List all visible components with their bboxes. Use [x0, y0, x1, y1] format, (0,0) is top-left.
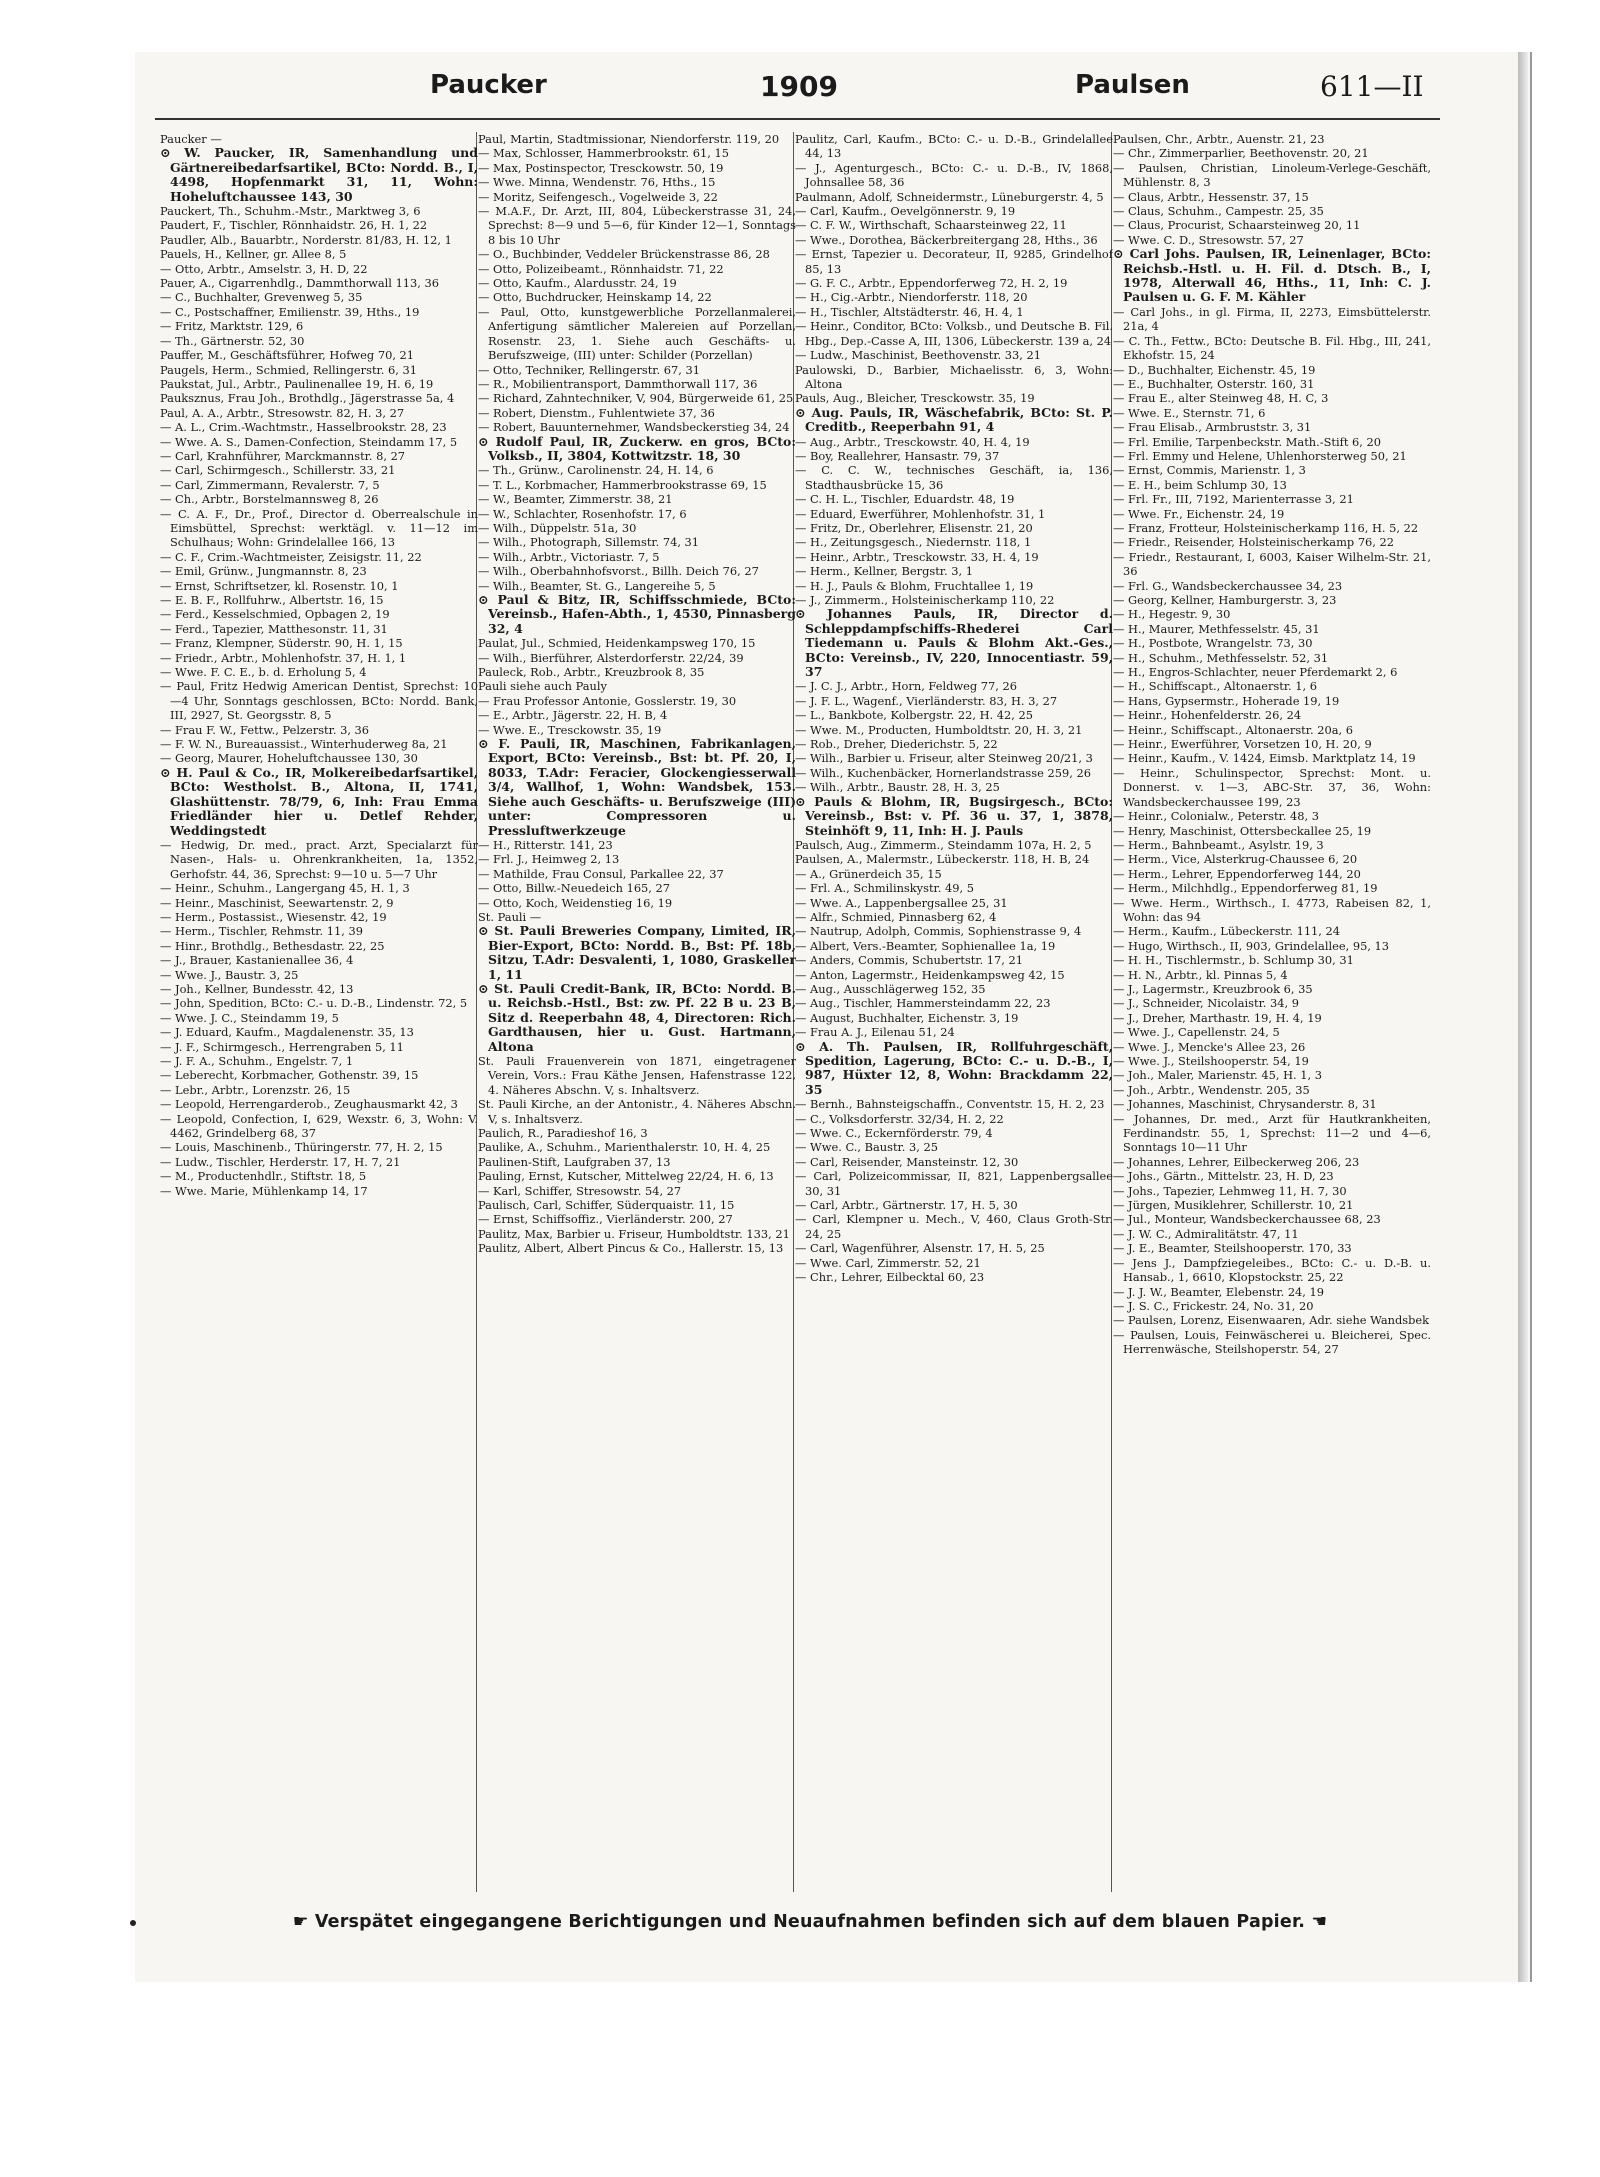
directory-entry: ⊙ H. Paul & Co., IR, Molkereibedarfsartikel, BCto: Westholst. B., Altona, II, 1741, Glashüttenstr. 78/79, 6, Inh: Frau Emma Friedländer hier u. Detlef Rehder, Weddingstedt: [160, 764, 478, 838]
directory-entry: — J. W. C., Admiralitätstr. 47, 11: [1113, 1226, 1299, 1241]
directory-entry: — Carl, Krahnführer, Marckmannstr. 8, 27: [160, 448, 406, 463]
directory-entry: — H., Hegestr. 9, 30: [1113, 607, 1231, 622]
directory-entry: — C. F. W., Wirthschaft, Schaarsteinweg 22, 11: [795, 218, 1067, 233]
directory-entry: — Hedwig, Dr. med., pract. Arzt, Specialarzt für Nasen-, Hals- u. Ohrenkrankheiten, 1a, 1352, Gerhofstr. 44, 36, Sprechst: 9—10 u. 5—7 Uhr: [160, 837, 478, 881]
directory-entry: — Frau Professor Antonie, Gosslerstr. 19, 30: [478, 693, 737, 708]
directory-entry: — Carl, Kaufm., Oevelgönnerstr. 9, 19: [795, 204, 1016, 219]
directory-entry: — Alfr., Schmied, Pinnasberg 62, 4: [795, 909, 997, 924]
directory-entry: ⊙ Pauls & Blohm, IR, Bugsirgesch., BCto: Vereinsb., Bst: v. Pf. 36 u. 37, 1, 3878, Steinhöft 9, 11, Inh: H. J. Pauls: [795, 793, 1113, 838]
directory-entry: — Max, Postinspector, Tresckowstr. 50, 19: [478, 160, 724, 175]
directory-entry: — Georg, Kellner, Hamburgerstr. 3, 23: [1113, 593, 1337, 607]
directory-entry: Paugels, Herm., Schmied, Rellingerstr. 6, 31: [160, 362, 417, 377]
directory-entry: — M., Productenhdlr., Stiftstr. 18, 5: [160, 1169, 367, 1184]
directory-column-4: [1113, 132, 1431, 1892]
directory-entry: — L., Bankbote, Kolbergstr. 22, H. 42, 25: [795, 708, 1034, 723]
directory-entry: — Heinr., Schulinspector, Sprechst: Mont. u. Donnerst. v. 1—3, ABC-Str. 37, 36, Wohn: Wandsbeckerchaussee 199, 23: [1113, 765, 1431, 809]
directory-entry: — Max, Schlosser, Hammerbrookstr. 61, 15: [478, 146, 729, 161]
directory-entry: — Wwe. J., Steilshooperstr. 54, 19: [1113, 1054, 1309, 1068]
directory-entry: — Heinr., Schiffscapt., Altonaerstr. 20a, 6: [1113, 722, 1353, 737]
directory-entry: — Heinr., Ewerführer, Vorsetzen 10, H. 20, 9: [1113, 737, 1372, 752]
directory-entry: Paulsch, Aug., Zimmerm., Steindamm 107a, H. 2, 5: [795, 837, 1092, 852]
directory-entry: ⊙ Carl Johs. Paulsen, IR, Leinenlager, BCto: Reichsb.-Hstl. u. H. Fil. d. Dtsch. B., I, 1978, Alterwall 46, Hths., 11, Inh: C. J. Paulsen u. G. F. M. Kähler: [1113, 246, 1431, 305]
directory-entry: St. Pauli Kirche, an der Antonistr., 4. Näheres Abschn. V, s. Inhaltsverz.: [478, 1097, 796, 1126]
header-rule: [155, 118, 1440, 120]
directory-entry: — Ludw., Tischler, Herderstr. 17, H. 7, 21: [160, 1154, 401, 1169]
directory-entry: Paulat, Jul., Schmied, Heidenkampsweg 170, 15: [478, 636, 756, 651]
directory-entry: — Heinr., Conditor, BCto: Volksb., und Deutsche B. Fil. Hbg., Dep.-Casse A, III, 1306, Lübeckerstr. 139 a, 24: [795, 319, 1113, 348]
directory-entry: — Paulsen, Lorenz, Eisenwaaren, Adr. siehe Wandsbek: [1113, 1313, 1430, 1328]
directory-entry: — Wwe. C., Eckernförderstr. 79, 4: [795, 1126, 993, 1141]
directory-entry: Pauels, H., Kellner, gr. Allee 8, 5: [160, 247, 347, 262]
header-right-keyword: Paulsen: [1075, 70, 1190, 100]
directory-entry: — Joh., Kellner, Bundesstr. 42, 13: [160, 981, 354, 996]
directory-entry: — Heinr., Colonialw., Peterstr. 48, 3: [1113, 809, 1319, 824]
directory-entry: — Fritz, Marktstr. 129, 6: [160, 319, 304, 334]
directory-entry: — H., Tischler, Altstädterstr. 46, H. 4, 1: [795, 304, 1024, 319]
directory-entry: Paudler, Alb., Bauarbtr., Norderstr. 81/83, H. 12, 1: [160, 232, 452, 247]
directory-entry: St. Pauli Frauenverein von 1871, eingetragener Verein, Vors.: Frau Käthe Jensen, Hafenstrasse 122, 4. Näheres Abschn. V, s. Inhaltsverz.: [478, 1054, 796, 1097]
directory-entry: ⊙ Johannes Pauls, IR, Director d. Schleppdampfschiffs-Rhederei Carl Tiedemann u. Pauls & Blohm Akt.-Ges., BCto: Vereinsb., IV, 220, Innocentiastr. 59, 37: [795, 606, 1113, 680]
directory-entry: — Wilh., Barbier u. Friseur, alter Steinweg 20/21, 3: [795, 751, 1093, 766]
directory-entry: — Ch., Arbtr., Borstelmannsweg 8, 26: [160, 492, 379, 507]
directory-entry: — Fritz, Dr., Oberlehrer, Elisenstr. 21, 20: [795, 520, 1033, 535]
page-number: 611—II: [1320, 70, 1424, 103]
directory-entry: — H., Schuhm., Methfesselstr. 52, 31: [1113, 650, 1329, 665]
directory-entry: — T. L., Korbmacher, Hammerbrookstrasse 69, 15: [478, 477, 767, 492]
directory-entry: — H., Ritterstr. 141, 23: [478, 837, 613, 852]
directory-entry: Pauling, Ernst, Kutscher, Mittelweg 22/24, H. 6, 13: [478, 1169, 774, 1184]
directory-entry: — C. A. F., Dr., Prof., Director d. Oberrealschule in Eimsbüttel, Sprechst: werktägl. v. 11—12 im Schulhaus; Wohn: Grindelallee 166, 13: [160, 506, 478, 550]
directory-entry: — Rob., Dreher, Diederichstr. 5, 22: [795, 737, 998, 752]
directory-entry: — D., Buchhalter, Eichenstr. 45, 19: [1113, 362, 1316, 377]
directory-entry: — C. F., Crim.-Wachtmeister, Zeisigstr. 11, 22: [160, 549, 422, 564]
directory-entry: — Aug., Arbtr., Tresckowstr. 40, H. 4, 19: [795, 434, 1030, 449]
directory-entry: — August, Buchhalter, Eichenstr. 3, 19: [795, 1010, 1019, 1025]
directory-entry: ⊙ Rudolf Paul, IR, Zuckerw. en gros, BCto: Volksb., II, 3804, Kottwitzstr. 18, 30: [478, 433, 796, 463]
directory-entry: — Wwe. A. S., Damen-Confection, Steindamm 17, 5: [160, 434, 458, 449]
directory-entry: Paul, A. A., Arbtr., Stresowstr. 82, H. 3, 27: [160, 405, 405, 420]
directory-entry: ⊙ St. Pauli Breweries Company, Limited, IR, Bier-Export, BCto: Nordd. B., Bst: Pf. 18b, Sitzu, T.Adr: Desvalenti, 1, 1080, Graskeller 1, 11: [478, 923, 796, 982]
directory-entry: Paulitz, Albert, Albert Pincus & Co., Hallerstr. 15, 13: [478, 1241, 784, 1256]
directory-entry: Paulisch, Carl, Schiffer, Süderquaistr. 11, 15: [478, 1198, 735, 1213]
directory-entry: — Carl, Klempner u. Mech., V, 460, Claus Groth-Str. 24, 25: [795, 1212, 1113, 1241]
directory-entry: ⊙ Aug. Pauls, IR, Wäschefabrik, BCto: St. P. Creditb., Reeperbahn 91, 4: [795, 404, 1113, 435]
directory-entry: Paulich, R., Paradieshof 16, 3: [478, 1126, 648, 1141]
directory-entry: — M.A.F., Dr. Arzt, III, 804, Lübeckerstrasse 31, 24, Sprechst: 8—9 und 5—6, für Kinder 12—1, Sonntags 8 bis 10 Uhr: [478, 204, 796, 247]
directory-entry: — Joh., Maler, Marienstr. 45, H. 1, 3: [1113, 1068, 1323, 1083]
directory-entry: — J. E., Beamter, Steilshooperstr. 170, 33: [1113, 1241, 1352, 1256]
directory-entry: — Wwe. C., Baustr. 3, 25: [795, 1140, 938, 1155]
directory-entry: — Wilh., Bierführer, Alsterdorferstr. 22/24, 39: [478, 650, 744, 665]
directory-entry: — Wwe. J., Mencke's Allee 23, 26: [1113, 1039, 1306, 1054]
directory-entry: — Wwe. Herm., Wirthsch., I. 4773, Rabeisen 82, 1, Wohn: das 94: [1113, 895, 1431, 924]
directory-entry: — Ernst, Schriftsetzer, kl. Rosenstr. 10, 1: [160, 578, 399, 593]
directory-entry: — Otto, Kaufm., Alardusstr. 24, 19: [478, 276, 677, 291]
directory-entry: — Th., Gärtnerstr. 52, 30: [160, 333, 305, 348]
directory-entry: — C., Volksdorferstr. 32/34, H. 2, 22: [795, 1111, 1004, 1126]
directory-entry: Pauls, Aug., Bleicher, Tresckowstr. 35, 19: [795, 391, 1035, 406]
directory-entry: — W., Beamter, Zimmerstr. 38, 21: [478, 492, 673, 507]
directory-entry: — J. S. C., Frickestr. 24, No. 31, 20: [1113, 1298, 1314, 1313]
directory-entry: — Ludw., Maschinist, Beethovenstr. 33, 21: [795, 348, 1041, 363]
directory-entry: — Hans, Gypsermstr., Hoheradе 19, 19: [1113, 693, 1340, 708]
directory-entry: Paulitz, Carl, Kaufm., BCto: C.- u. D.-B., Grindelallee 44, 13: [795, 132, 1113, 161]
directory-entry: Paul, Martin, Stadtmissionar, Niendorferstr. 119, 20: [478, 132, 780, 146]
directory-entry: — H., Schiffscapt., Altonaerstr. 1, 6: [1113, 679, 1318, 694]
directory-entry: — W., Schlachter, Rosenhofstr. 17, 6: [478, 506, 687, 521]
directory-entry: — Wwe. Marie, Mühlenkamp 14, 17: [160, 1183, 368, 1198]
directory-entry: — J. Eduard, Kaufm., Magdalenenstr. 35, 13: [160, 1025, 414, 1040]
directory-entry: — Frau Elisab., Armbruststr. 3, 31: [1113, 420, 1312, 435]
directory-entry: — Wwe. E., Sternstr. 71, 6: [1113, 405, 1266, 420]
directory-entry: — Ferd., Tapezier, Matthesonstr. 11, 31: [160, 621, 388, 636]
directory-entry: — E., Buchhalter, Osterstr. 160, 31: [1113, 376, 1315, 391]
directory-entry: — Moritz, Seifengesch., Vogelweide 3, 22: [478, 189, 718, 204]
directory-entry: — Herm., Kellner, Bergstr. 3, 1: [795, 564, 973, 579]
directory-entry: — Wwe. C. D., Stresowstr. 57, 27: [1113, 232, 1304, 247]
directory-entry: — Louis, Maschinenb., Thüringerstr. 77, H. 2, 15: [160, 1140, 443, 1155]
directory-entry: — Carl, Reisender, Mansteinstr. 12, 30: [795, 1154, 1019, 1169]
directory-entry: — H. J., Pauls & Blohm, Fruchtallee 1, 19: [795, 578, 1034, 593]
directory-entry: — Heinr., Schuhm., Langergang 45, H. 1, 3: [160, 881, 410, 896]
directory-entry: — H. H., Tischlermstr., b. Schlump 30, 31: [1113, 953, 1354, 968]
directory-entry: — Johannes, Maschinist, Chrysanderstr. 8, 31: [1113, 1097, 1377, 1112]
directory-entry: — Herm., Bahnbeamt., Asylstr. 19, 3: [1113, 837, 1324, 852]
directory-entry: — Leopold, Herrengarderob., Zeughausmarkt 42, 3: [160, 1097, 458, 1112]
directory-entry: — Chr., Lehrer, Eilbecktal 60, 23: [795, 1270, 985, 1285]
header-left-keyword: Paucker: [430, 70, 547, 100]
directory-entry: — Georg, Maurer, Hoheluftchaussee 130, 30: [160, 751, 418, 766]
directory-entry: Paulmann, Adolf, Schneidermstr., Lüneburgerstr. 4, 5: [795, 189, 1104, 204]
directory-entry: — Wilh., Kuchenbäcker, Hornerlandstrasse 259, 26: [795, 765, 1091, 780]
directory-entry: — A., Grünerdeich 35, 15: [795, 866, 942, 881]
directory-entry: — Wilh., Beamter, St. G., Langereihe 5, 5: [478, 578, 716, 593]
directory-entry: — Paulsen, Christian, Linoleum-Verlege-Geschäft, Mühlenstr. 8, 3: [1113, 160, 1431, 190]
directory-entry: — Wwe. Minna, Wendenstr. 76, Hths., 15: [478, 175, 716, 190]
directory-entry: Paucker —: [160, 132, 222, 146]
directory-entry: Paulowski, D., Barbier, Michaelisstr. 6, 3, Wohn: Altona: [795, 362, 1113, 391]
directory-entry: — Wwe. J., Baustr. 3, 25: [160, 967, 299, 982]
directory-entry: — J., Zimmerm., Holsteinischerkamp 110, 22: [795, 593, 1055, 607]
directory-entry: Pauksznus, Frau Joh., Brothdlg., Jägerstrasse 5a, 4: [160, 391, 455, 406]
directory-entry: — C. H. L., Tischler, Eduardstr. 48, 19: [795, 492, 1015, 507]
directory-entry: — Henry, Maschinist, Ottersbeckallee 25, 19: [1113, 823, 1372, 838]
directory-entry: — Carl Johs., in gl. Firma, II, 2273, Eimsbüttelerstr. 21a, 4: [1113, 304, 1431, 334]
directory-entry: — Otto, Techniker, Rellingerstr. 67, 31: [478, 362, 700, 377]
directory-entry: — J., Dreher, Marthastr. 19, H. 4, 19: [1113, 1010, 1322, 1025]
directory-entry: — Heinr., Hohenfelderstr. 26, 24: [1113, 708, 1302, 723]
directory-entry: — H., Engros-Schlachter, neuer Pferdemarkt 2, 6: [1113, 665, 1398, 680]
directory-entry: — Wilh., Arbtr., Victoriastr. 7, 5: [478, 549, 660, 564]
directory-entry: — Wilh., Düppelstr. 51a, 30: [478, 520, 637, 535]
directory-entry: — Carl, Polizeicommissar, II, 821, Lappenbergsallee 30, 31: [795, 1169, 1113, 1198]
directory-entry: — Heinr., Maschinist, Seewartenstr. 2, 9: [160, 895, 394, 910]
directory-entry: — Robert, Bauunternehmer, Wandsbeckerstieg 34, 24: [478, 420, 790, 435]
directory-entry: — Emil, Grünw., Jungmannstr. 8, 23: [160, 564, 367, 579]
directory-entry: — Carl, Wagenführer, Alsenstr. 17, H. 5, 25: [795, 1241, 1045, 1256]
directory-entry: — Leopold, Confection, I, 629, Wexstr. 6, 3, Wohn: V. 4462, Grindelberg 68, 37: [160, 1111, 478, 1141]
directory-entry: — J. F. A., Schuhm., Engelstr. 7, 1: [160, 1054, 354, 1068]
directory-entry: — C. Th., Fettw., BCto: Deutsche B. Fil. Hbg., III, 241, Ekhofstr. 15, 24: [1113, 333, 1431, 363]
directory-entry: — Aug., Ausschlägerweg 152, 35: [795, 981, 986, 996]
directory-column-1: [160, 132, 478, 1892]
directory-entry: — J. J. W., Beamter, Elebenstr. 24, 19: [1113, 1284, 1325, 1299]
directory-entry: — Paul, Fritz Hedwig American Dentist, Sprechst: 10—4 Uhr, Sonntags geschlossen, BCto: Nordd. Bank, III, 2927, St. Georgsstr. 8, 5: [160, 679, 478, 723]
directory-entry: — C., Postschaffner, Emilienstr. 39, Hths., 19: [160, 304, 420, 319]
directory-entry: — H., Zeitungsgesch., Niedernstr. 118, 1: [795, 535, 1032, 550]
directory-entry: — Anders, Commis, Schubertstr. 17, 21: [795, 953, 1024, 968]
directory-entry: — Ernst, Schiffsoffiz., Vierländerstr. 200, 27: [478, 1212, 733, 1227]
directory-entry: — Eduard, Ewerführer, Mohlenhofstr. 31, 1: [795, 506, 1046, 521]
directory-entry: — Jul., Monteur, Wandsbeckerchaussee 68, 23: [1113, 1212, 1381, 1227]
directory-entry: — E. B. F., Rollfuhrw., Albertstr. 16, 15: [160, 593, 384, 607]
directory-entry: — H. N., Arbtr., kl. Pinnas 5, 4: [1113, 967, 1288, 982]
directory-entry: — Wwe. Carl, Zimmerstr. 52, 21: [795, 1255, 981, 1270]
directory-entry: — Herm., Lehrer, Eppendorferweg 144, 20: [1113, 866, 1361, 881]
directory-entry: — John, Spedition, BCto: C.- u. D.-B., Lindenstr. 72, 5: [160, 996, 468, 1011]
directory-entry: — Claus, Arbtr., Hessenstr. 37, 15: [1113, 189, 1309, 204]
directory-entry: — H., Postbote, Wrangelstr. 73, 30: [1113, 636, 1313, 651]
directory-entry: — Robert, Dienstm., Fuhlentwiete 37, 36: [478, 405, 715, 420]
directory-entry: Paudert, F., Tischler, Rönnhaidstr. 26, H. 1, 22: [160, 218, 428, 233]
directory-entry: — H., Cig.-Arbtr., Niendorferstr. 118, 20: [795, 290, 1028, 305]
directory-entry: — Friedr., Arbtr., Mohlenhofstr. 37, H. 1, 1: [160, 650, 407, 665]
directory-entry: — J., Agenturgesch., BCto: C.- u. D.-B., IV, 1868, Johnsallee 58, 36: [795, 160, 1113, 190]
directory-entry: — J., Brauer, Kastanienallee 36, 4: [160, 953, 354, 968]
directory-entry: — Nautrup, Adolph, Commis, Sophienstrasse 9, 4: [795, 924, 1082, 939]
directory-entry: ⊙ A. Th. Paulsen, IR, Rollfuhrgeschäft, Spedition, Lagerung, BCto: C.- u. D.-B., I, 987, Hüxter 12, 8, Wohn: Brackdamm 22, 35: [795, 1038, 1113, 1097]
directory-entry: — Herm., Vice, Alsterkrug-Chaussee 6, 20: [1113, 852, 1358, 867]
directory-entry: — J. C. J., Arbtr., Horn, Feldweg 77, 26: [795, 679, 1018, 694]
directory-entry: — Leberecht, Korbmacher, Gothenstr. 39, 15: [160, 1068, 419, 1083]
directory-entry: Paulsen, A., Malermstr., Lübeckerstr. 118, H. B, 24: [795, 852, 1090, 867]
directory-entry: ⊙ W. Paucker, IR, Samenhandlung und Gärtnereibedarfsartikel, BCto: Nordd. B., I, 4498, Hopfenmarkt 31, 11, Wohn: Hoheluftchaussee 143, 30: [160, 145, 478, 204]
directory-entry: — Franz, Frotteur, Holsteinischerkamp 116, H. 5, 22: [1113, 520, 1419, 535]
directory-entry: — Bernh., Bahnsteigschaffn., Conventstr. 15, H. 2, 23: [795, 1097, 1105, 1112]
directory-entry: — Johannes, Lehrer, Eilbeckerweg 206, 23: [1113, 1154, 1360, 1169]
directory-entry: — Frl. A., Schmilinskystr. 49, 5: [795, 881, 974, 896]
directory-entry: — Heinr., Kaufm., V. 1424, Eimsb. Marktplatz 14, 19: [1113, 751, 1416, 766]
directory-entry: Paulinen-Stift, Laufgraben 37, 13: [478, 1154, 671, 1169]
directory-entry: — C., Buchhalter, Grevenweg 5, 35: [160, 290, 363, 305]
directory-entry: — Aug., Tischler, Hammersteindamm 22, 23: [795, 996, 1051, 1011]
directory-entry: — Wwe. Fr., Eichenstr. 24, 19: [1113, 506, 1285, 521]
running-header: [0, 70, 1600, 110]
directory-entry: — Claus, Schuhm., Campestr. 25, 35: [1113, 204, 1324, 219]
directory-entry: — R., Mobilientransport, Dammthorwall 117, 36: [478, 376, 758, 391]
directory-entry: — Johs., Gärtn., Mittelstr. 23, H. D, 23: [1113, 1169, 1334, 1184]
directory-entry: — Ernst, Commis, Marienstr. 1, 3: [1113, 463, 1306, 478]
directory-entry: — Otto, Arbtr., Amselstr. 3, H. D, 22: [160, 261, 368, 276]
directory-entry: Paukstat, Jul., Arbtr., Paulinenallee 19, H. 6, 19: [160, 376, 434, 391]
directory-entry: Paulike, A., Schuhm., Marienthalerstr. 10, H. 4, 25: [478, 1140, 771, 1155]
directory-entry: ⊙ Paul & Bitz, IR, Schiffsschmiede, BCto: Vereinsb., Hafen-Abth., 1, 4530, Pinnasberg 32, 4: [478, 592, 796, 636]
directory-entry: — Wwe. E., Tresckowstr. 35, 19: [478, 722, 662, 737]
directory-column-2: [478, 132, 796, 1892]
directory-entry: — Carl, Schirmgesch., Schillerstr. 33, 21: [160, 463, 396, 478]
directory-entry: Pauer, A., Cigarrenhdlg., Dammthorwall 113, 36: [160, 276, 440, 291]
directory-entry: — Friedr., Reisender, Holsteinischerkamp 76, 22: [1113, 535, 1395, 550]
directory-entry: — Otto, Koch, Weidenstieg 16, 19: [478, 895, 673, 910]
directory-entry: — Karl, Schiffer, Stresowstr. 54, 27: [478, 1183, 682, 1198]
directory-entry: — Heinr., Arbtr., Tresckowstr. 33, H. 4, 19: [795, 549, 1039, 564]
directory-entry: — F. W. N., Bureauassist., Winterhuderweg 8a, 21: [160, 737, 448, 752]
header-year: 1909: [760, 70, 838, 103]
directory-entry: — Claus, Procurist, Schaarsteinweg 20, 11: [1113, 218, 1361, 233]
directory-entry: — Jürgen, Musiklehrer, Schillerstr. 10, 21: [1113, 1198, 1354, 1213]
directory-entry: — J., Schneider, Nicolaistr. 34, 9: [1113, 996, 1300, 1011]
directory-entry: — Wwe. F. C. E., b. d. Erholung 5, 4: [160, 665, 367, 680]
footer-notice: ☛ Verspätet eingegangene Berichtigungen und Neuaufnahmen befinden sich auf dem blauen Papier. ☚: [292, 1912, 1328, 1932]
directory-entry: — Joh., Arbtr., Wendenstr. 205, 35: [1113, 1082, 1310, 1097]
directory-entry: Pauleck, Rob., Arbtr., Kreuzbrook 8, 35: [478, 665, 705, 680]
directory-entry: — Lebr., Arbtr., Lorenzstr. 26, 15: [160, 1082, 351, 1097]
page-edge: [1518, 52, 1528, 1982]
directory-entry: — Ferd., Kesselschmied, Opbagen 2, 19: [160, 607, 390, 622]
directory-entry: — Wwe. M., Producten, Humboldtstr. 20, H. 3, 21: [795, 722, 1083, 737]
directory-entry: — J. F. L., Wagenf., Vierländerstr. 83, H. 3, 27: [795, 693, 1058, 708]
directory-entry: — Wwe. J. C., Steindamm 19, 5: [160, 1010, 339, 1025]
directory-entry: — A. L., Crim.-Wachtmstr., Hasselbrookstr. 28, 23: [160, 420, 447, 435]
directory-entry: Pauffer, M., Geschäftsführer, Hofweg 70, 21: [160, 348, 415, 363]
directory-entry: — Wilh., Arbtr., Baustr. 28, H. 3, 25: [795, 780, 1000, 795]
directory-entry: — Friedr., Restaurant, I, 6003, Kaiser Wilhelm-Str. 21, 36: [1113, 549, 1431, 579]
directory-entry: — Franz, Klempner, Süderstr. 90, H. 1, 15: [160, 636, 403, 651]
directory-entry: — Wwe., Dorothea, Bäckerbreitergang 28, Hths., 36: [795, 232, 1098, 247]
directory-entry: — Otto, Buchdrucker, Heinskamp 14, 22: [478, 290, 712, 305]
directory-entry: Paulitz, Max, Barbier u. Friseur, Humboldtstr. 133, 21: [478, 1226, 790, 1241]
directory-column-3: [795, 132, 1113, 1892]
directory-entry: ⊙ St. Pauli Credit-Bank, IR, BCto: Nordd. B. u. Reichsb.-Hstl., Bst: zw. Pf. 22 B u. 23 B, Sitz d. Reeperbahn 48, 4, Directoren: Rich. Gardthausen, hier u. Gust. Hartmann, Altona: [478, 980, 796, 1054]
directory-entry: — Paulsen, Louis, Feinwäscherei u. Bleicherei, Spec. Herrenwäsche, Steilshoperstr. 54, 27: [1113, 1327, 1431, 1357]
directory-entry: — Hugo, Wirthsch., II, 903, Grindelallee, 95, 13: [1113, 938, 1390, 953]
directory-entry: — Carl, Zimmermann, Revalerstr. 7, 5: [160, 477, 380, 492]
directory-entry: — Frau F. W., Fettw., Pelzerstr. 3, 36: [160, 722, 370, 737]
directory-entry: — Ernst, Tapezier u. Decorateur, II, 9285, Grindelhof 85, 13: [795, 247, 1113, 276]
directory-entry: — Otto, Billw.-Neuedeich 165, 27: [478, 881, 671, 896]
directory-entry: — H., Maurer, Methfesselstr. 45, 31: [1113, 621, 1320, 636]
directory-entry: — Carl, Arbtr., Gärtnerstr. 17, H. 5, 30: [795, 1198, 1018, 1213]
directory-entry: — E., Arbtr., Jägerstr. 22, H. B, 4: [478, 708, 668, 723]
directory-entry: — Frl. Emmy und Helene, Uhlenhorsterweg 50, 21: [1113, 448, 1407, 463]
directory-entry: — Th., Grünw., Carolinenstr. 24, H. 14, 6: [478, 463, 714, 478]
directory-entry: — Frau A. J., Eilenau 51, 24: [795, 1025, 955, 1040]
directory-entry: — Jens J., Dampfziegeleibes., BCto: C.- u. D.-B. u. Hansab., 1, 6610, Klopstockstr. 25, 22: [1113, 1255, 1431, 1285]
directory-entry: — Albert, Vers.-Beamter, Sophienallee 1a, 19: [795, 938, 1056, 953]
directory-entry: — Frl. J., Heimweg 2, 13: [478, 852, 620, 867]
directory-entry: — E. H., beim Schlump 30, 13: [1113, 477, 1287, 492]
directory-entry: — Frau E., alter Steinweg 48, H. C, 3: [1113, 391, 1329, 406]
directory-entry: — Johannes, Dr. med., Arzt für Hautkrankheiten, Ferdinandstr. 55, 1, Sprechst: 11—2 und 4—6, Sonntags 10—11 Uhr: [1113, 1111, 1431, 1155]
directory-entry: Paulsen, Chr., Arbtr., Auenstr. 21, 23: [1113, 132, 1325, 146]
directory-entry: — Herm., Postassist., Wiesenstr. 42, 19: [160, 909, 387, 924]
directory-entry: — Johs., Tapezier, Lehmweg 11, H. 7, 30: [1113, 1183, 1347, 1198]
directory-entry: — Herm., Tischler, Rehmstr. 11, 39: [160, 924, 363, 939]
directory-entry: — Chr., Zimmerparlier, Beethovenstr. 20, 21: [1113, 146, 1369, 161]
directory-entry: — Frl. Fr., III, 7192, Marienterrasse 3, 21: [1113, 492, 1354, 507]
directory-entry: — Wilh., Oberbahnhofsvorst., Billh. Deich 76, 27: [478, 564, 759, 579]
directory-entry: — Herm., Kaufm., Lübeckerstr. 111, 24: [1113, 924, 1341, 939]
directory-entry: — O., Buchbinder, Veddeler Brückenstrasse 86, 28: [478, 247, 770, 262]
directory-entry: — Frl. G., Wandsbeckerchaussee 34, 23: [1113, 578, 1343, 593]
directory-entry: St. Pauli —: [478, 909, 542, 924]
directory-entry: — Mathilde, Frau Consul, Parkallee 22, 37: [478, 866, 724, 881]
directory-entry: — Anton, Lagermstr., Heidenkampsweg 42, 15: [795, 967, 1065, 982]
directory-entry: — G. F. C., Arbtr., Eppendorferweg 72, H. 2, 19: [795, 276, 1068, 291]
directory-entry: — Wwe. J., Capellenstr. 24, 5: [1113, 1025, 1280, 1040]
directory-entry: ⊙ F. Pauli, IR, Maschinen, Fabrikanlagen, Export, BCto: Vereinsb., Bst: bt. Pf. 20, I, 8033, T.Adr: Feracier, Glockengiesserwall 3/4, Wallhof, 1, Wohn: Wandsbek, 153. Siehe auch Geschäfts- u. Berufszweige (III) unter: Compressoren u. Pressluftwerkzeuge: [478, 736, 796, 838]
directory-entry: Pauli siehe auch Pauly: [478, 679, 607, 694]
directory-entry: — Frl. Emilie, Tarpenbeckstr. Math.-Stift 6, 20: [1113, 434, 1382, 449]
directory-entry: — Herm., Milchhdlg., Eppendorferweg 81, 19: [1113, 881, 1378, 896]
directory-entry: — Paul, Otto, kunstgewerbliche Porzellanmalerei, Anfertigung sämtlicher Malereien auf Porzellan, Rosenstr. 23, 1. Siehe auch Geschäfts- u. Berufszweige, (III) unter: Schilder (Porzellan): [478, 304, 796, 363]
bullet-mark: [130, 1920, 136, 1926]
directory-entry: — J., Lagermstr., Kreuzbrook 6, 35: [1113, 981, 1313, 996]
directory-entry: — Wwe. A., Lappenbergsallee 25, 31: [795, 895, 1008, 910]
directory-entry: — C. C. W., technisches Geschäft, ia, 136, Stadthausbrücke 15, 36: [795, 463, 1113, 492]
directory-entry: — Boy, Reallehrer, Hansastr. 79, 37: [795, 448, 1000, 463]
directory-entry: — Richard, Zahntechniker, V, 904, Bürgerweide 61, 25: [478, 391, 794, 406]
directory-entry: Pauckert, Th., Schuhm.-Mstr., Marktweg 3, 6: [160, 204, 421, 219]
directory-entry: — Hinr., Brothdlg., Bethesdastr. 22, 25: [160, 938, 385, 953]
directory-entry: — Otto, Polizeibeamt., Rönnhaidstr. 71, 22: [478, 261, 724, 276]
directory-entry: — J. F., Schirmgesch., Herrengraben 5, 11: [160, 1039, 404, 1054]
directory-entry: — Wilh., Photograph, Sillemstr. 74, 31: [478, 535, 700, 550]
